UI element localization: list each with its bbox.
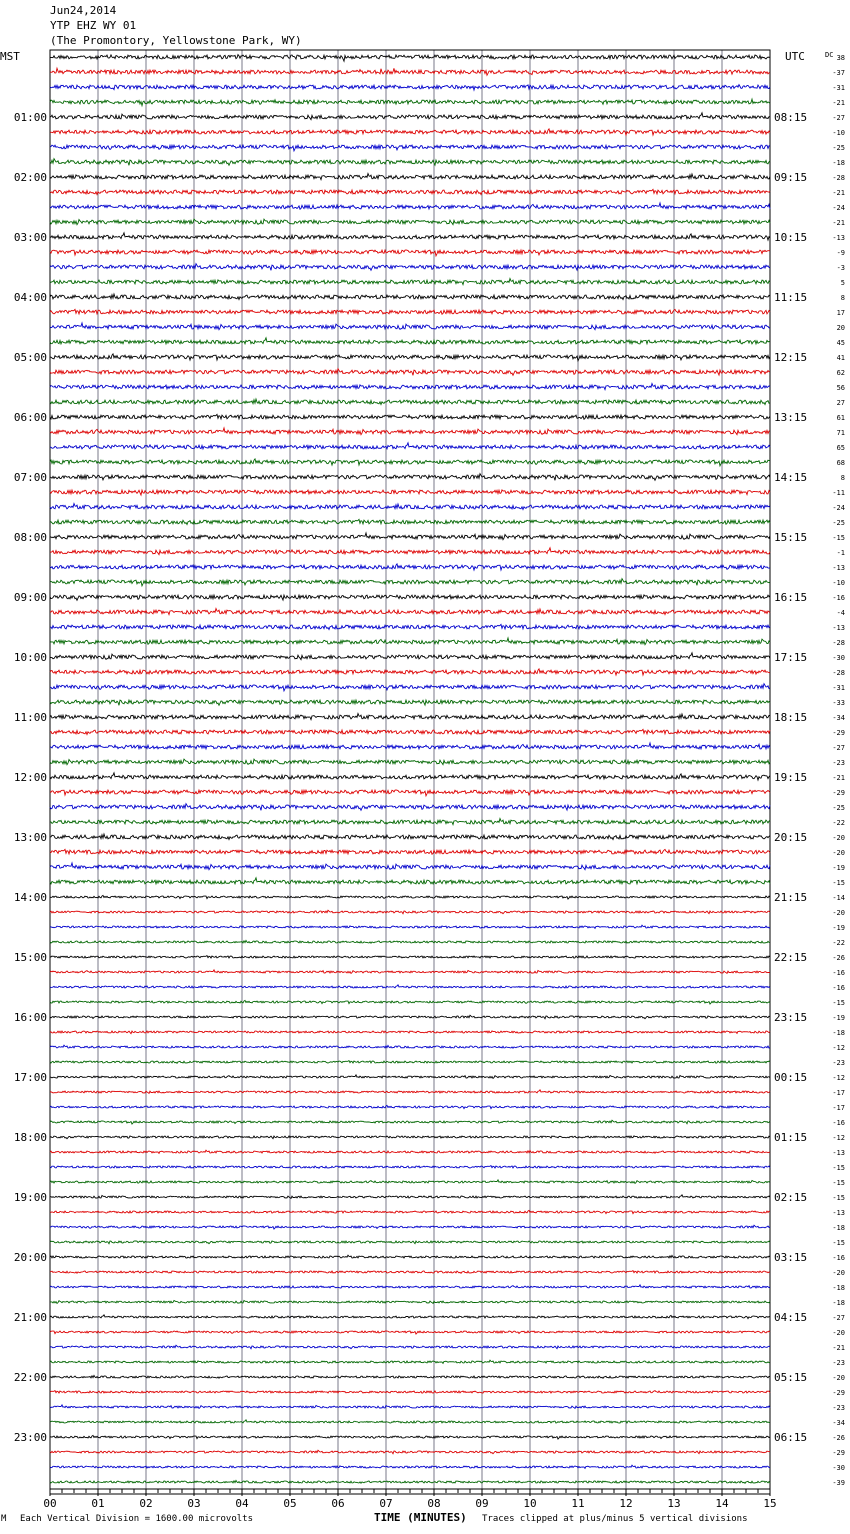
trace-line <box>50 1210 770 1213</box>
dc-offset-label: -20 <box>832 1329 845 1337</box>
dc-offset-label: -4 <box>836 609 845 617</box>
dc-offset-label: -29 <box>832 729 845 737</box>
trace-line <box>50 1271 770 1274</box>
x-tick-label: 11 <box>571 1497 585 1510</box>
trace-line <box>50 1105 770 1108</box>
left-hour-label: 02:00 <box>13 171 47 184</box>
dc-offset-label: 20 <box>836 324 845 332</box>
x-tick-label: 13 <box>667 1497 681 1510</box>
right-hour-label: 10:15 <box>774 231 808 244</box>
dc-offset-label: -24 <box>832 204 845 212</box>
trace-line <box>50 863 770 870</box>
clip-note: Traces clipped at plus/minus 5 vertical divisions <box>482 1514 748 1524</box>
dc-offset-label: -29 <box>832 1389 845 1397</box>
dc-offset-label: 45 <box>836 339 845 347</box>
x-tick-label: 01 <box>91 1497 105 1510</box>
trace-line <box>50 233 770 240</box>
trace-line <box>50 1315 770 1319</box>
dc-offset-label: -15 <box>832 1194 845 1202</box>
trace-line <box>50 878 770 884</box>
trace-line <box>50 956 770 959</box>
dc-offset-label: 61 <box>836 414 845 422</box>
dc-offset-label: -9 <box>836 249 845 257</box>
trace-line <box>50 653 770 660</box>
x-tick-label: 03 <box>187 1497 201 1510</box>
trace-line <box>50 1301 770 1304</box>
right-hour-label: 12:15 <box>774 351 808 364</box>
dc-offset-label: -10 <box>832 579 845 587</box>
dc-offset-label: -22 <box>832 819 845 827</box>
dc-offset-label: -28 <box>832 639 845 647</box>
station-code: YTP EHZ WY 01 <box>50 19 137 32</box>
right-hour-label: 13:15 <box>774 411 808 424</box>
dc-offset-label: 62 <box>836 369 845 377</box>
dc-offset-label: -21 <box>832 1344 845 1352</box>
dc-offset-label: -15 <box>832 879 845 887</box>
dc-offset-label: -25 <box>832 519 845 527</box>
trace-line <box>50 1405 770 1409</box>
chart-traces <box>50 55 770 1484</box>
right-hour-label: 03:15 <box>774 1251 808 1264</box>
trace-line <box>50 219 770 225</box>
left-hour-label: 20:00 <box>13 1251 47 1264</box>
trace-line <box>50 250 770 256</box>
dc-offset-label: -13 <box>832 234 845 242</box>
dc-offset-label: -16 <box>832 984 845 992</box>
left-hour-label: 01:00 <box>13 111 47 124</box>
dc-offset-label: -15 <box>832 1164 845 1172</box>
right-hour-label: 21:15 <box>774 891 808 904</box>
trace-line <box>50 145 770 151</box>
right-hour-label: 01:15 <box>774 1131 808 1144</box>
dc-offset-label: -21 <box>832 189 845 197</box>
trace-line <box>50 624 770 629</box>
dc-offset-label: -3 <box>836 264 845 272</box>
dc-offset-label: 68 <box>836 459 845 467</box>
trace-line <box>50 1120 770 1124</box>
trace-line <box>50 790 770 796</box>
dc-offset-label: -12 <box>832 1074 845 1082</box>
trace-line <box>50 1195 770 1199</box>
right-hour-label: 16:15 <box>774 591 808 604</box>
dc-offset-label: -12 <box>832 1134 845 1142</box>
trace-line <box>50 1255 770 1258</box>
footer-mark: M <box>1 1514 7 1524</box>
trace-line <box>50 1000 770 1004</box>
dc-offset-label: -22 <box>832 939 845 947</box>
trace-line <box>50 1015 770 1018</box>
right-hour-label: 04:15 <box>774 1311 808 1324</box>
trace-line <box>50 1180 770 1184</box>
right-hour-label: 14:15 <box>774 471 808 484</box>
x-tick-label: 14 <box>715 1497 729 1510</box>
trace-line <box>50 428 770 435</box>
dc-offset-label: -20 <box>832 909 845 917</box>
trace-line <box>50 189 770 194</box>
x-tick-label: 00 <box>43 1497 57 1510</box>
left-hour-label: 16:00 <box>13 1011 47 1024</box>
trace-line <box>50 759 770 765</box>
dc-offset-label: -29 <box>832 1449 845 1457</box>
trace-line <box>50 174 770 180</box>
dc-offset-label: -27 <box>832 744 845 752</box>
left-hour-label: 08:00 <box>13 531 47 544</box>
trace-line <box>50 369 770 376</box>
left-hour-label: 04:00 <box>13 291 47 304</box>
right-hour-label: 11:15 <box>774 291 808 304</box>
trace-line <box>50 533 770 540</box>
dc-offset-label: -24 <box>832 504 845 512</box>
left-hour-label: 03:00 <box>13 231 47 244</box>
dc-label: DC <box>825 51 834 59</box>
dc-offset-label: -10 <box>832 129 845 137</box>
trace-line <box>50 940 770 943</box>
chart-x-axis <box>43 1489 776 1510</box>
left-hour-label: 18:00 <box>13 1131 47 1144</box>
dc-offset-label: -25 <box>832 804 845 812</box>
dc-offset-label: -18 <box>832 159 845 167</box>
dc-offset-label: -1 <box>836 549 845 557</box>
dc-offset-label: -23 <box>832 759 845 767</box>
trace-line <box>50 1465 770 1468</box>
trace-line <box>50 279 770 285</box>
trace-line <box>50 910 770 913</box>
trace-line <box>50 399 770 404</box>
trace-line <box>50 338 770 344</box>
trace-line <box>50 459 770 466</box>
dc-offset-label: -12 <box>832 1044 845 1052</box>
dc-offset-label: -11 <box>832 489 845 497</box>
dc-offset-label: -13 <box>832 624 845 632</box>
trace-line <box>50 773 770 780</box>
trace-line <box>50 55 770 62</box>
trace-line <box>50 1285 770 1288</box>
x-tick-label: 07 <box>379 1497 393 1510</box>
dc-offset-label: -18 <box>832 1284 845 1292</box>
dc-offset-label: -16 <box>832 1119 845 1127</box>
trace-line <box>50 834 770 839</box>
right-hour-label: 18:15 <box>774 711 808 724</box>
dc-offset-label: -26 <box>832 1434 845 1442</box>
dc-offset-label: -39 <box>832 1479 845 1487</box>
dc-offset-label: -18 <box>832 1029 845 1037</box>
left-hour-label: 23:00 <box>13 1431 47 1444</box>
chart-date: Jun24,2014 <box>50 4 117 17</box>
dc-offset-label: -17 <box>832 1089 845 1097</box>
dc-offset-label: -19 <box>832 1014 845 1022</box>
x-tick-label: 09 <box>475 1497 489 1510</box>
trace-line <box>50 548 770 555</box>
trace-line <box>50 609 770 615</box>
dc-offset-label: 41 <box>836 354 845 362</box>
dc-offset-label: -28 <box>832 669 845 677</box>
trace-line <box>50 819 770 825</box>
x-tick-label: 08 <box>427 1497 441 1510</box>
left-hour-label: 12:00 <box>13 771 47 784</box>
left-hour-label: 07:00 <box>13 471 47 484</box>
trace-line <box>50 804 770 811</box>
dc-offset-label: -29 <box>832 789 845 797</box>
dc-offset-label: -16 <box>832 1254 845 1262</box>
dc-offset-label: -34 <box>832 1419 845 1427</box>
x-axis-label: TIME (MINUTES) <box>374 1511 467 1524</box>
dc-offset-label: -21 <box>832 774 845 782</box>
dc-offset-label: -13 <box>832 1209 845 1217</box>
trace-line <box>50 925 770 928</box>
trace-line <box>50 1360 770 1363</box>
left-hour-label: 17:00 <box>13 1071 47 1084</box>
dc-offset-label: 27 <box>836 399 845 407</box>
dc-offset-label: -20 <box>832 849 845 857</box>
trace-line <box>50 203 770 209</box>
dc-offset-label: -19 <box>832 864 845 872</box>
right-hour-label: 20:15 <box>774 831 808 844</box>
x-tick-label: 10 <box>523 1497 537 1510</box>
dc-offset-label: -31 <box>832 84 845 92</box>
trace-line <box>50 294 770 299</box>
trace-line <box>50 1480 770 1483</box>
trace-line <box>50 985 770 988</box>
left-hour-label: 13:00 <box>13 831 47 844</box>
dc-offset-label: -15 <box>832 1179 845 1187</box>
trace-line <box>50 384 770 390</box>
trace-line <box>50 1345 770 1348</box>
left-hour-label: 22:00 <box>13 1371 47 1384</box>
chart-dc-labels <box>825 51 845 1487</box>
trace-line <box>50 849 770 854</box>
dc-offset-label: -31 <box>832 684 845 692</box>
dc-offset-label: -30 <box>832 654 845 662</box>
right-hour-label: 08:15 <box>774 111 808 124</box>
dc-offset-label: -26 <box>832 954 845 962</box>
dc-offset-label: -33 <box>832 699 845 707</box>
trace-line <box>50 264 770 271</box>
dc-offset-label: -13 <box>832 564 845 572</box>
trace-line <box>50 595 770 600</box>
trace-line <box>50 129 770 135</box>
station-location: (The Promontory, Yellowstone Park, WY) <box>50 34 302 47</box>
trace-line <box>50 1150 770 1153</box>
left-hour-label: 15:00 <box>13 951 47 964</box>
dc-offset-label: 17 <box>836 309 845 317</box>
right-hour-label: 09:15 <box>774 171 808 184</box>
trace-line <box>50 1045 770 1048</box>
trace-line <box>50 1136 770 1139</box>
dc-offset-label: -23 <box>832 1059 845 1067</box>
dc-offset-label: -15 <box>832 534 845 542</box>
right-hour-label: 15:15 <box>774 531 808 544</box>
x-tick-label: 15 <box>763 1497 777 1510</box>
left-hour-label: 05:00 <box>13 351 47 364</box>
scale-note: Each Vertical Division = 1600.00 microvolts <box>20 1514 253 1524</box>
trace-line <box>50 1241 770 1244</box>
trace-line <box>50 1331 770 1334</box>
trace-line <box>50 490 770 495</box>
left-timezone-label: MST <box>0 50 20 63</box>
trace-line <box>50 414 770 419</box>
left-hour-label: 19:00 <box>13 1191 47 1204</box>
x-tick-label: 05 <box>283 1497 297 1510</box>
dc-offset-label: -27 <box>832 1314 845 1322</box>
dc-offset-label: 8 <box>840 294 845 302</box>
trace-line <box>50 1075 770 1079</box>
trace-line <box>50 1420 770 1423</box>
trace-line <box>50 669 770 675</box>
trace-line <box>50 684 770 691</box>
dc-offset-label: -15 <box>832 999 845 1007</box>
right-hour-label: 02:15 <box>774 1191 808 1204</box>
dc-offset-label: 65 <box>836 444 845 452</box>
dc-offset-label: 5 <box>840 279 845 287</box>
x-tick-label: 06 <box>331 1497 345 1510</box>
dc-offset-label: -15 <box>832 1239 845 1247</box>
x-tick-label: 04 <box>235 1497 249 1510</box>
left-hour-label: 11:00 <box>13 711 47 724</box>
trace-line <box>50 99 770 105</box>
dc-offset-label: -23 <box>832 1359 845 1367</box>
dc-offset-label: -14 <box>832 894 845 902</box>
trace-line <box>50 1450 770 1453</box>
left-hour-label: 21:00 <box>13 1311 47 1324</box>
trace-line <box>50 443 770 449</box>
trace-line <box>50 519 770 524</box>
trace-line <box>50 564 770 570</box>
right-hour-label: 05:15 <box>774 1371 808 1384</box>
trace-line <box>50 1166 770 1169</box>
dc-offset-label: -20 <box>832 1269 845 1277</box>
dc-offset-label: -17 <box>832 1104 845 1112</box>
left-hour-label: 14:00 <box>13 891 47 904</box>
dc-offset-label: -13 <box>832 1149 845 1157</box>
trace-line <box>50 579 770 586</box>
trace-line <box>50 1435 770 1439</box>
right-timezone-label: UTC <box>785 50 805 63</box>
dc-offset-label: -20 <box>832 1374 845 1382</box>
dc-offset-label: 38 <box>836 54 845 62</box>
dc-offset-label: -27 <box>832 114 845 122</box>
dc-offset-label: -16 <box>832 969 845 977</box>
dc-offset-label: -18 <box>832 1224 845 1232</box>
dc-offset-label: -21 <box>832 219 845 227</box>
trace-line <box>50 354 770 361</box>
dc-offset-label: -19 <box>832 924 845 932</box>
trace-line <box>50 159 770 166</box>
right-hour-label: 17:15 <box>774 651 808 664</box>
left-hour-label: 09:00 <box>13 591 47 604</box>
trace-line <box>50 323 770 330</box>
x-tick-label: 02 <box>139 1497 153 1510</box>
dc-offset-label: -34 <box>832 714 845 722</box>
right-hour-label: 06:15 <box>774 1431 808 1444</box>
trace-line <box>50 1375 770 1378</box>
trace-line <box>50 474 770 481</box>
trace-line <box>50 113 770 120</box>
trace-line <box>50 714 770 720</box>
trace-line <box>50 1031 770 1034</box>
trace-line <box>50 729 770 734</box>
left-hour-label: 06:00 <box>13 411 47 424</box>
dc-offset-label: -16 <box>832 594 845 602</box>
dc-offset-label: 71 <box>836 429 845 437</box>
trace-line <box>50 638 770 645</box>
trace-line <box>50 309 770 314</box>
right-hour-label: 22:15 <box>774 951 808 964</box>
trace-line <box>50 1061 770 1064</box>
dc-offset-label: 8 <box>840 474 845 482</box>
right-hour-label: 00:15 <box>774 1071 808 1084</box>
dc-offset-label: 56 <box>836 384 845 392</box>
dc-offset-label: -30 <box>832 1464 845 1472</box>
trace-line <box>50 700 770 705</box>
trace-line <box>50 895 770 899</box>
x-tick-label: 12 <box>619 1497 633 1510</box>
right-hour-label: 23:15 <box>774 1011 808 1024</box>
trace-line <box>50 504 770 510</box>
trace-line <box>50 970 770 974</box>
left-hour-label: 10:00 <box>13 651 47 664</box>
dc-offset-label: -23 <box>832 1404 845 1412</box>
dc-offset-label: -25 <box>832 144 845 152</box>
dc-offset-label: -21 <box>832 99 845 107</box>
trace-line <box>50 85 770 90</box>
trace-line <box>50 1225 770 1229</box>
trace-line <box>50 1391 770 1394</box>
dc-offset-label: -20 <box>832 834 845 842</box>
trace-line <box>50 743 770 749</box>
trace-line <box>50 68 770 75</box>
right-hour-label: 19:15 <box>774 771 808 784</box>
dc-offset-label: -37 <box>832 69 845 77</box>
dc-offset-label: -18 <box>832 1299 845 1307</box>
dc-offset-label: -28 <box>832 174 845 182</box>
trace-line <box>50 1090 770 1094</box>
